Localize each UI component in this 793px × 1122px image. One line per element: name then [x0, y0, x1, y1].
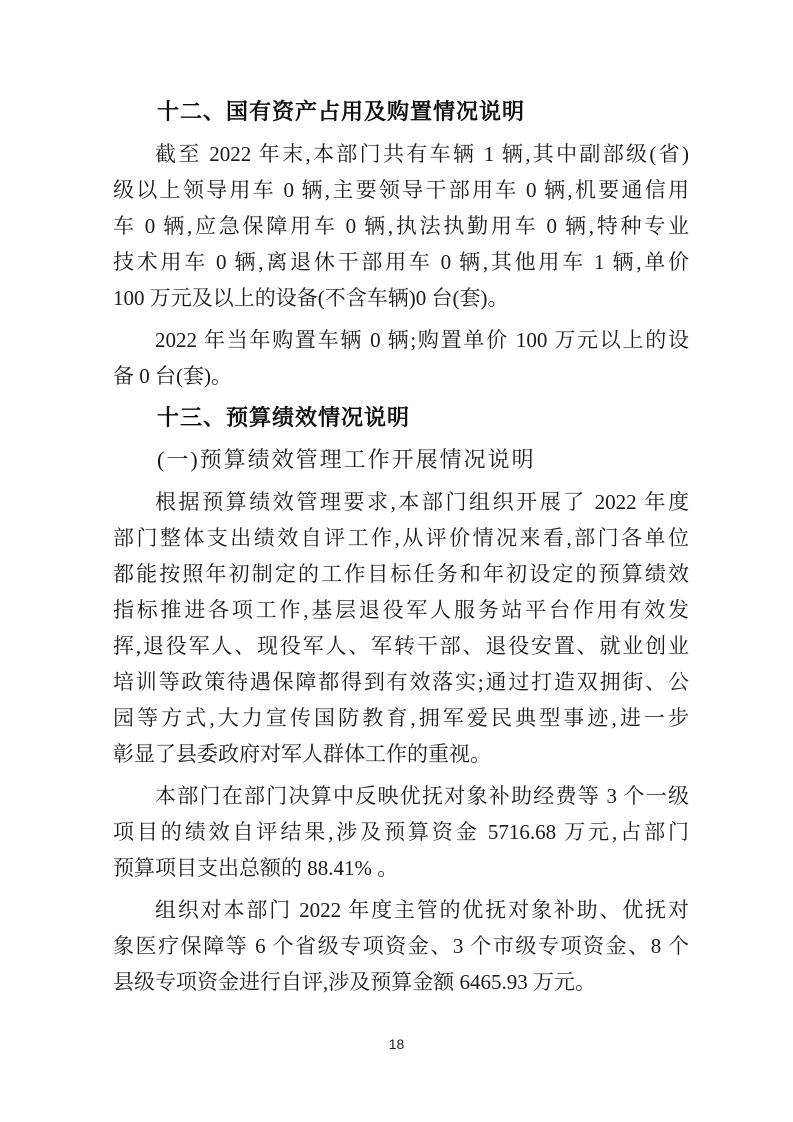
paragraph-line: 象医疗保障等 6 个省级专项资金、3 个市级专项资金、8 个 — [113, 934, 689, 958]
document-content — [113, 94, 689, 1006]
paragraph-line: 预算项目支出总额的 88.41% 。 — [113, 856, 399, 880]
paragraph-line: 挥,退役军人、现役军人、军转干部、退役安置、就业创业 — [113, 634, 689, 658]
paragraph-line: 备 0 台(套)。 — [113, 364, 232, 388]
paragraph-line: 县级专项资金进行自评,涉及预算金额 6465.93 万元。 — [113, 970, 596, 994]
paragraph-line: 项目的绩效自评结果,涉及预算资金 5716.68 万元,占部门 — [113, 820, 689, 844]
section-13-subheading: (一)预算绩效管理工作开展情况说明 — [157, 447, 536, 472]
section-12-paragraph-1 — [113, 136, 689, 316]
paragraph-line: 培训等政策待遇保障都得到有效落实;通过打造双拥街、公 — [113, 670, 689, 694]
paragraph-line: 车 0 辆,应急保障用车 0 辆,执法执勤用车 0 辆,特种专业 — [113, 214, 689, 238]
section-13-paragraph-2 — [113, 778, 689, 886]
paragraph-line: 部门整体支出绩效自评工作,从评价情况来看,部门各单位 — [113, 526, 689, 550]
paragraph-line: 2022 年当年购置车辆 0 辆;购置单价 100 万元以上的设 — [155, 328, 689, 352]
section-13-paragraph-1 — [113, 484, 689, 772]
paragraph-line: 都能按照年初制定的工作目标任务和年初设定的预算绩效 — [113, 562, 689, 586]
section-13-heading: 十三、预算绩效情况说明 — [157, 405, 411, 430]
paragraph-line: 本部门在部门决算中反映优抚对象补助经费等 3 个一级 — [155, 784, 689, 808]
paragraph-line: 技术用车 0 辆,离退休干部用车 0 辆,其他用车 1 辆,单价 — [113, 250, 689, 274]
paragraph-line: 园等方式,大力宣传国防教育,拥军爱民典型事迹,进一步 — [113, 706, 689, 730]
page-number: 18 — [388, 1036, 405, 1052]
paragraph-line: 指标推进各项工作,基层退役军人服务站平台作用有效发 — [113, 598, 689, 622]
section-12-paragraph-2 — [113, 322, 689, 394]
paragraph-line: 级以上领导用车 0 辆,主要领导干部用车 0 辆,机要通信用 — [113, 178, 689, 202]
paragraph-line: 组织对本部门 2022 年度主管的优抚对象补助、优抚对 — [155, 898, 689, 922]
section-12-heading: 十二、国有资产占用及购置情况说明 — [157, 99, 526, 124]
paragraph-line: 100 万元及以上的设备(不含车辆)0 台(套)。 — [113, 286, 509, 310]
paragraph-line: 根据预算绩效管理要求,本部门组织开展了 2022 年度 — [155, 490, 689, 514]
paragraph-line: 彰显了县委政府对军人群体工作的重视。 — [113, 742, 491, 766]
paragraph-line: 截至 2022 年末,本部门共有车辆 1 辆,其中副部级(省) — [155, 142, 689, 166]
section-13-paragraph-3 — [113, 892, 689, 1000]
